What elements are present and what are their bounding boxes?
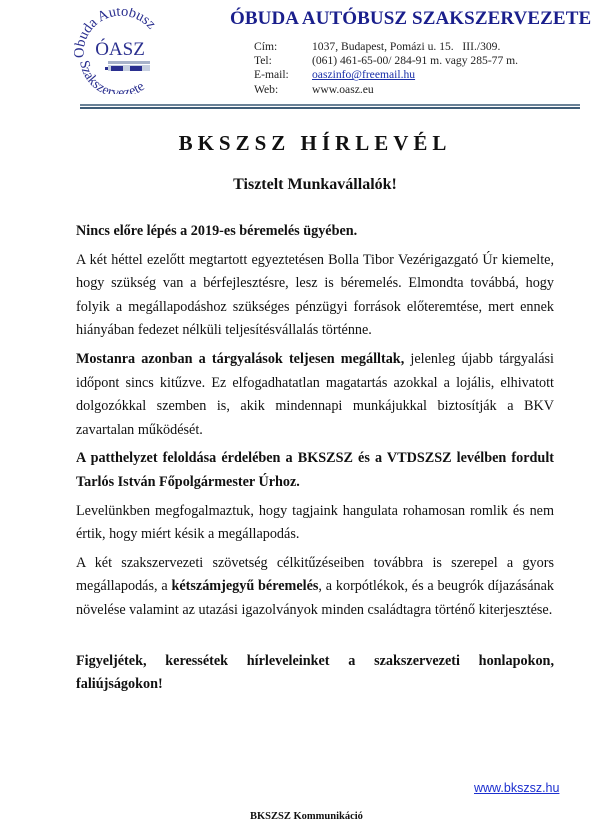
logo-center-text: ÓASZ [95,39,145,60]
footer-signature: BKSZSZ Kommunikáció [250,811,363,822]
newsletter-title: BKSZSZ HÍRLEVÉL [178,131,452,155]
contact-label: Tel: [254,54,272,68]
contact-email [254,68,518,82]
closing-paragraph [76,650,554,697]
paragraph-text: A két szakszervezeti szövetség célkitűzéseiben továbbra is szerepel a gyors megállapodás, a [76,554,554,595]
contact-phone [254,54,518,68]
paragraph: A két héttel ezelőtt megtartott egyeztetésen Bolla Tibor Vezérigazgató Úr kiemelte, hogy szükség van a bérfejlesztésre, lesz is béremelés. Elmondta továbbá, hogy folyik a megállapodáshoz szükséges pénzügyi források előteremtése, mert ennek hiányában fedezet nélküli teljesítésvállalás történne. [76,251,554,339]
contact-value: www.oasz.eu [312,82,374,96]
greeting: Tisztelt Munkavállalók! [233,176,397,193]
paragraph-text: , a korpótlékok, és a beugrók díjazásának növelése valamint az utazási igazolványok minden családtagra történő kiterjesztése. [76,578,554,618]
paragraph [76,552,554,623]
bold-text: A patthelyzet feloldása érdelében a BKSZSZ és a VTDSZSZ levélben fordult Tarlós István Főpolgármester Úrhoz. [76,450,554,490]
paragraph: Levelünkben megfogalmaztuk, hogy tagjaink hangulata rohamosan romlik és nem értik, hogy miért késik a megállapodás. [76,502,554,543]
oasz-logo-icon [74,8,166,94]
contact-label: Cím: [254,40,278,53]
email-link[interactable]: oaszinfo@freemail.hu [312,68,416,82]
organization-name: ÓBUDA AUTÓBUSZ SZAKSZERVEZETE [230,8,592,29]
contact-block [254,40,518,97]
bold-text: kétszámjegyű béremelés [171,578,319,595]
contact-value [312,68,415,82]
logo-arc-top: uda Autóbusz [74,8,160,43]
bus-icon [105,61,150,71]
bold-text: Figyeljétek, keressétek hírleveleinket a szakszervezeti honlapokon, faliújságokon! [76,652,554,693]
bold-text: Mostanra azonban a tárgyalások teljesen megálltak, [76,350,405,367]
contact-label: E-mail: [254,68,289,82]
body-heading [76,220,554,244]
contact-web [254,83,518,97]
paragraph [76,447,554,494]
contact-value: 1037, Budapest, Pomázi u. 15. III./309. [312,40,501,53]
website-link[interactable]: www.bkszsz.hu [474,781,560,795]
contact-label: Web: [254,82,279,96]
heading-text: Nincs előre lépés a 2019-es béremelés ügyében. [76,223,358,239]
logo-arc-bottom: Szakszervezete [76,59,148,94]
contact-value: (061) 461-65-00/ 284-91 m. vagy 285-77 m. [312,54,519,68]
paragraph-text: jelenleg újabb tárgyalási időpont sincs kitűzve. Ez elfogadhatatlan magatartás azokkal a lojális, elhivatott dolgozókkal szemben is, akik mindennapi munkájukkal biztosítják a BKV zavartalan működését. [76,350,554,438]
logo-svg [74,8,166,94]
header-divider [80,104,580,106]
newsletter-body [76,220,554,702]
header-divider [80,107,580,109]
contact-address [254,40,518,54]
paragraph [76,348,554,442]
